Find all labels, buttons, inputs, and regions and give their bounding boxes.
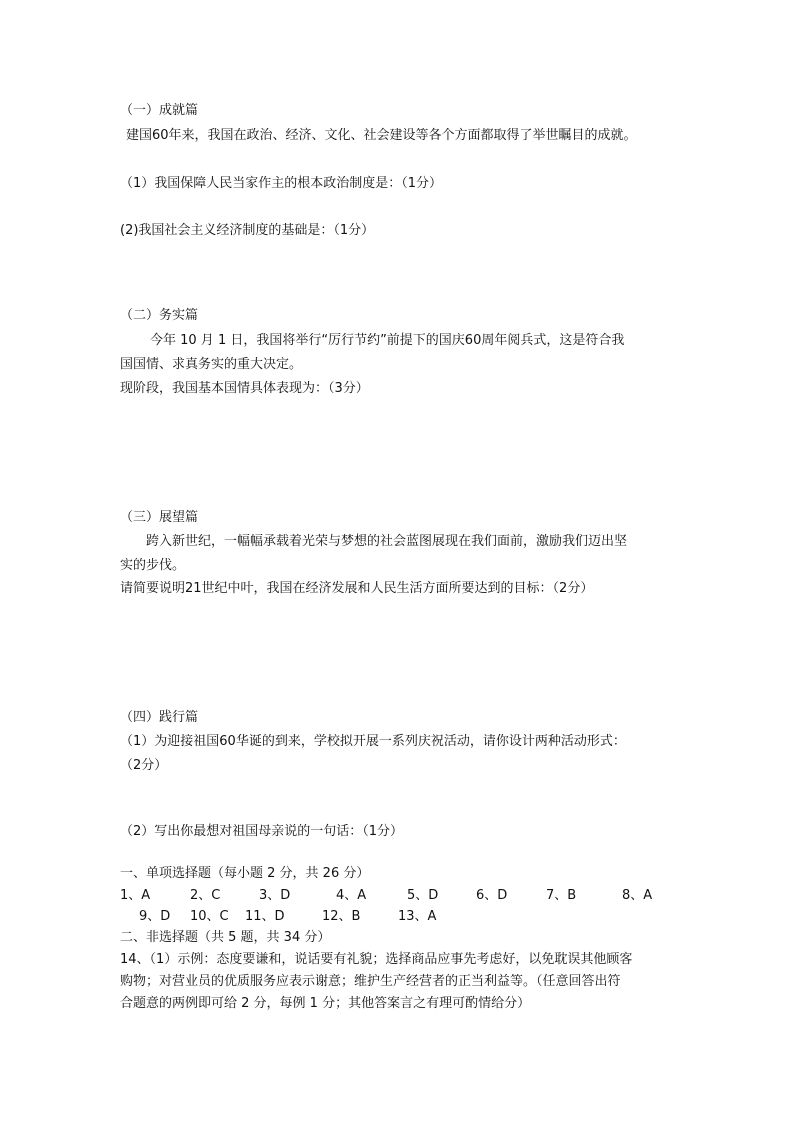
answer-item: 3、D (259, 888, 291, 903)
section2-heading: （二）务实篇 (120, 308, 199, 323)
section3-heading: （三）展望篇 (120, 510, 199, 525)
answer-item: 11、D (245, 909, 285, 924)
answer-item: 4、A (336, 888, 367, 903)
answer-item: 12、B (322, 909, 361, 924)
answers-mc-row-2 (0, 908, 794, 926)
section1-intro: 建国60年来，我国在政治、经济、文化、社会建设等各个方面都取得了举世瞩目的成就。 (126, 128, 637, 143)
section1-question-2: (2)我国社会主义经济制度的基础是：（1分） (120, 223, 375, 238)
answer-item: 1、A (120, 888, 151, 903)
section1-heading: （一）成就篇 (120, 103, 199, 118)
answer-14-line3: 合题意的两例即可给 2 分，每例 1 分；其他答案言之有理可酌情给分） (120, 996, 531, 1011)
section2-paragraph-line2: 国国情、求真务实的重大决定。 (120, 357, 303, 372)
section4-question-1-line2: （2分） (120, 758, 168, 773)
answers-mc-row-1 (0, 887, 794, 905)
section3-paragraph-line2: 实的步伐。 (120, 558, 186, 573)
answer-14-line2: 购物；对营业员的优质服务应表示谢意；维护生产经营者的正当利益等。（任意回答出符 (120, 974, 621, 989)
answer-item: 6、D (476, 888, 508, 903)
section4-question-1-line1: （1）为迎接祖国60华诞的到来，学校拟开展一系列庆祝活动，请你设计两种活动形式： (120, 734, 626, 749)
answer-item: 5、D (407, 888, 439, 903)
section3-question: 请简要说明21世纪中叶，我国在经济发展和人民生活方面所要达到的目标：（2分） (120, 581, 594, 596)
answer-14-line1: 14、（1）示例：态度要谦和，说话要有礼貌；选择商品应事先考虑好，以免耽误其他顾客 (120, 952, 633, 967)
answer-item: 7、B (546, 888, 577, 903)
answer-item: 2、C (190, 888, 221, 903)
section4-heading: （四）践行篇 (120, 710, 199, 725)
answer-item: 10、C (190, 909, 229, 924)
answer-item: 8、A (622, 888, 653, 903)
answer-item: 9、D (139, 909, 171, 924)
section2-paragraph-line1: 今年 10 月 1 日，我国将举行“厉行节约”前提下的国庆60周年阅兵式，这是符合我 (150, 333, 625, 348)
section2-question: 现阶段，我国基本国情具体表现为：（3分） (120, 381, 369, 396)
answer-item: 13、A (398, 909, 437, 924)
section1-question-1: （1）我国保障人民当家作主的根本政治制度是：（1分） (120, 176, 443, 191)
section4-question-2: （2）写出你最想对祖国母亲说的一句话：（1分） (120, 824, 404, 839)
section3-paragraph-line1: 跨入新世纪，一幅幅承载着光荣与梦想的社会蓝图展现在我们面前，激励我们迈出坚 (146, 534, 628, 549)
answers-mc-heading: 一、单项选择题（每小题 2 分，共 26 分） (120, 866, 370, 881)
answers-nonmc-heading: 二、非选择题（共 5 题，共 34 分） (120, 930, 331, 945)
